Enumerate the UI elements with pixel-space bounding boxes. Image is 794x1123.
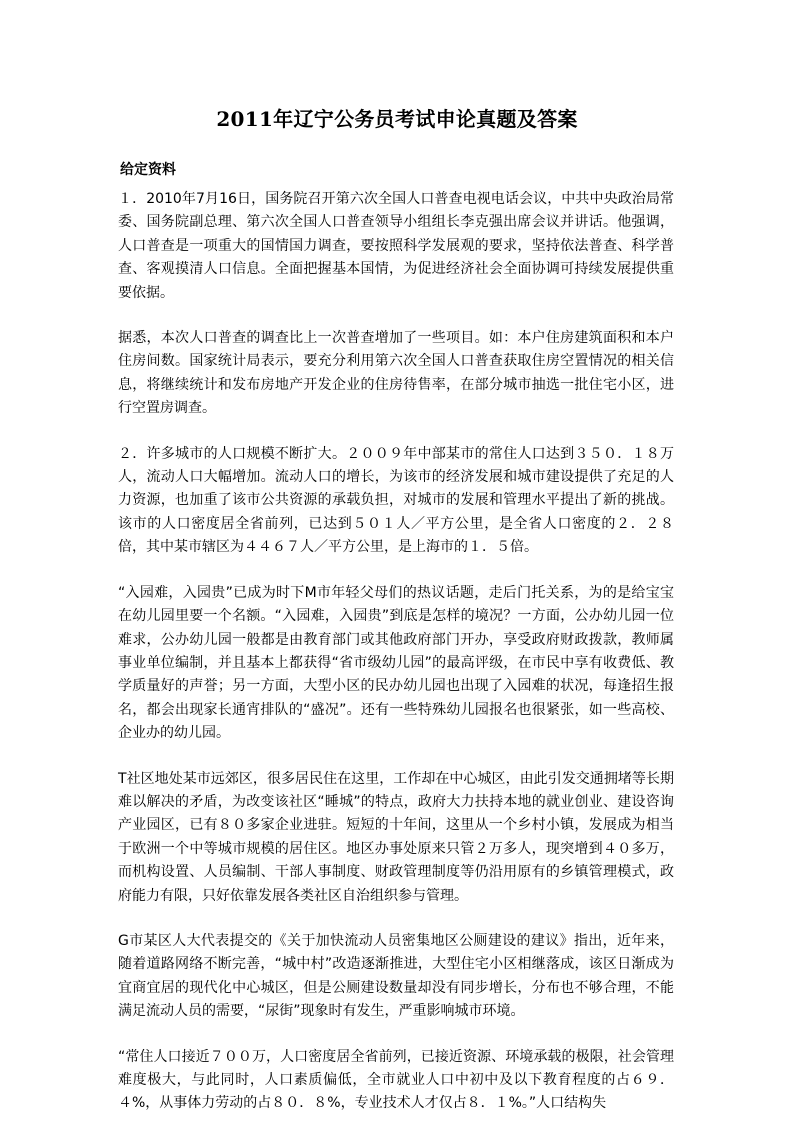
paragraph-7: “常住人口接近７００万，人口密度居全省前列，已接近资源、环境承载的极限，社会管理难度极大，与此同时，人口素质偏低，全市就业人口中初中及以下教育程度的占６９．４%，从事体力劳动的占８０．８%，专业技术人才仅占８．１%。”人口结构失	[118, 1048, 674, 1112]
paragraph-6: G市某区人大代表提交的《关于加快流动人员密集地区公厕建设的建议》指出，近年来，随着道路网络不断完善，“城中村”改造逐渐推进，大型住宅小区相继落成，该区日渐成为宜商宜居的现代化中心城区，但是公厕建设数量却没有同步增长，分布也不够合理，不能满足流动人员的需要，“尿街”现象时有发生，严重影响城市环境。	[118, 932, 674, 1020]
paragraph-2: 据悉，本次人口普查的调查比上一次普查增加了一些项目。如：本户住房建筑面积和本户住房间数。国家统计局表示，要充分利用第六次全国人口普查获取住房空置情况的相关信息，将继续统计和发布房地产开发企业的住房待售率，在部分城市抽选一批住宅小区，进行空置房调查。	[118, 330, 674, 417]
document-body	[118, 188, 674, 1116]
paragraph-1: １．2010年7月16日，国务院召开第六次全国人口普查电视电话会议，中共中央政治局常委、国务院副总理、第六次全国人口普查领导小组组长李克强出席会议并讲话。他强调，人口普查是一项重大的国情国力调查，要按照科学发展观的要求，坚持依法普查、科学普查、客观摸清人口信息。全面把握基本国情，为促进经济社会全面协调可持续发展提供重要依据。	[118, 191, 674, 301]
paragraph-4: “入园难，入园贵”已成为时下M市年轻父母们的热议话题，走后门托关系，为的是给宝宝在幼儿园里要一个名额。“入园难，入园贵”到底是怎样的境况？一方面，公办幼儿园一位难求，公办幼儿园一般都是由教育部门或其他政府部门开办，享受政府财政拨款，教师属事业单位编制，并且基本上都获得“省市级幼儿园”的最高评级，在市民中享有收费低、教学质量好的声誉；另一方面，大型小区的民办幼儿园也出现了入园难的状况，每逢招生报名，都会出现家长通宵排队的“盛况”。还有一些特殊幼儿园报名也很紧张，如一些高校、企业办的幼儿园。	[118, 584, 674, 742]
section-heading: 给定资料	[120, 162, 176, 178]
document-title: 2011年辽宁公务员考试申论真题及答案	[216, 107, 578, 131]
paragraph-5: T社区地处某市远郊区，很多居民住在这里，工作却在中心城区，由此引发交通拥堵等长期难以解决的矛盾，为改变该社区“睡城”的特点，政府大力扶持本地的就业创业、建设咨询产业园区，已有８０多家企业进驻。短短的十年间，这里从一个乡村小镇，发展成为相当于欧洲一个中等城市规模的居住区。地区办事处原来只管２万多人，现突增到４０多万，而机构设置、人员编制、干部人事制度、财政管理制度等仍沿用原有的乡镇管理模式，政府能力有限，只好依靠发展各类社区自治组织参与管理。	[118, 770, 674, 904]
paragraph-3: ２．许多城市的人口规模不断扩大。２００９年中部某市的常住人口达到３５０．１８万人，流动人口大幅增加。流动人口的增长，为该市的经济发展和城市建设提供了充足的人力资源，也加重了该市公共资源的承载负担，对城市的发展和管理水平提出了新的挑战。该市的人口密度居全省前列，已达到５０１人／平方公里，是全省人口密度的２．２８倍，其中某市辖区为４４６７人／平方公里，是上海市的１．５倍。	[118, 445, 674, 556]
